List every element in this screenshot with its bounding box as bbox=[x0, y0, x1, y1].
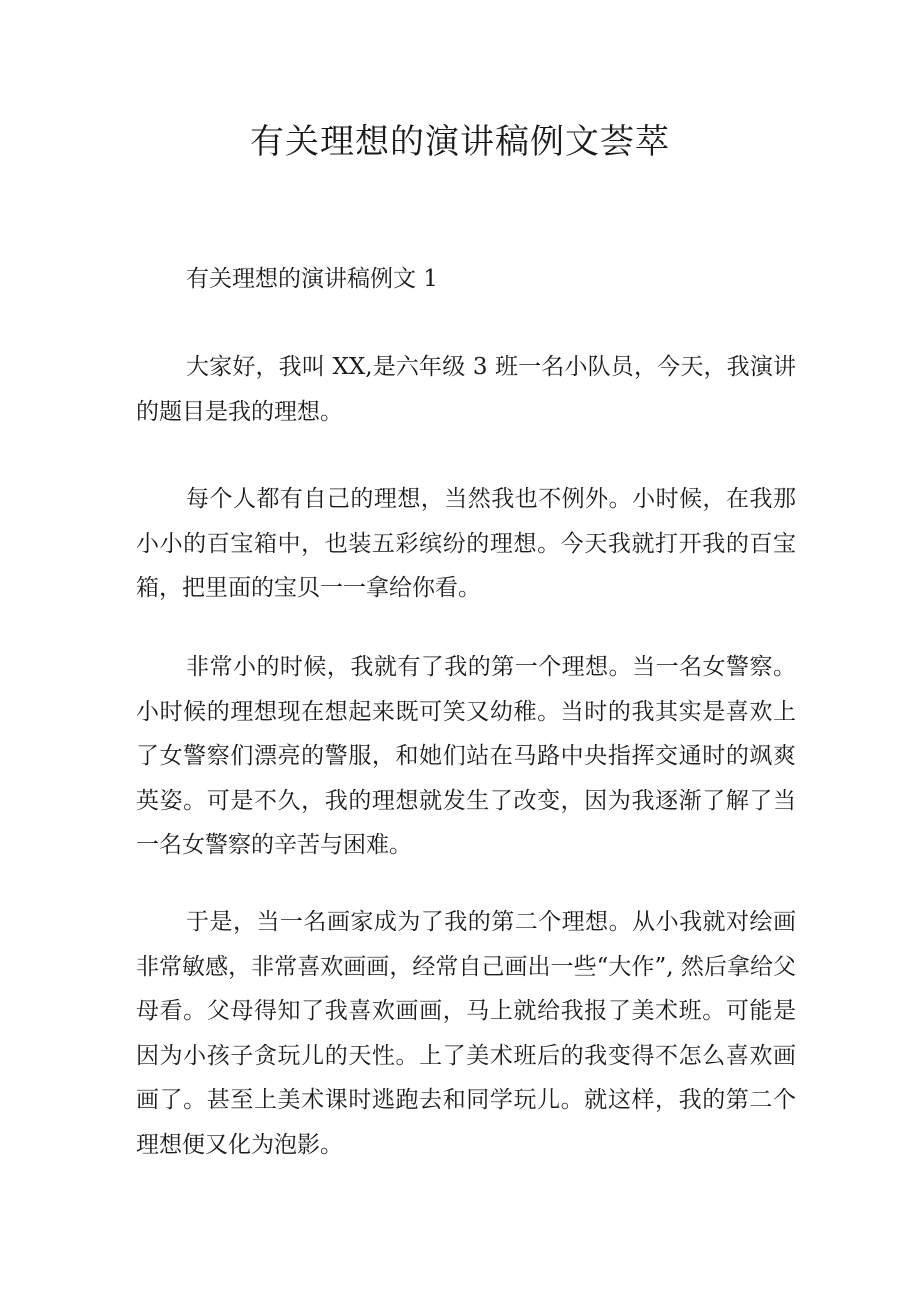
paragraph-1: 大家好，我叫 XX,是六年级 3 班一名小队员，今天，我演讲的题目是我的理想。 bbox=[136, 354, 796, 425]
paragraph-4: 于是，当一名画家成为了我的第二个理想。从小我就对绘画非常敏感，非常喜欢画画，经常自己画出一些“大作”, 然后拿给父母看。父母得知了我喜欢画画，马上就给我报了美术班。可能是因为小孩子贪玩儿的天性。上了美术班后的我变得不怎么喜欢画画了。甚至上美术课时逃跑去和同学玩儿。就这样，我的第二个理想便又化为泡影。 bbox=[136, 909, 796, 1158]
document-title: 有关理想的演讲稿例文荟萃 bbox=[250, 122, 670, 162]
paragraph-3: 非常小的时候，我就有了我的第一个理想。当一名女警察。小时候的理想现在想起来既可笑又幼稚。当时的我其实是喜欢上了女警察们漂亮的警服，和她们站在马路中央指挥交通时的飒爽英姿。可是不久，我的理想就发生了改变，因为我逐渐了解了当一名女警察的辛苦与困难。 bbox=[136, 654, 796, 858]
paragraph-2: 每个人都有自己的理想，当然我也不例外。小时候，在我那小小的百宝箱中，也装五彩缤纷的理想。今天我就打开我的百宝箱，把里面的宝贝一一拿给你看。 bbox=[136, 486, 796, 601]
section-heading: 有关理想的演讲稿例文 1 bbox=[186, 266, 438, 292]
